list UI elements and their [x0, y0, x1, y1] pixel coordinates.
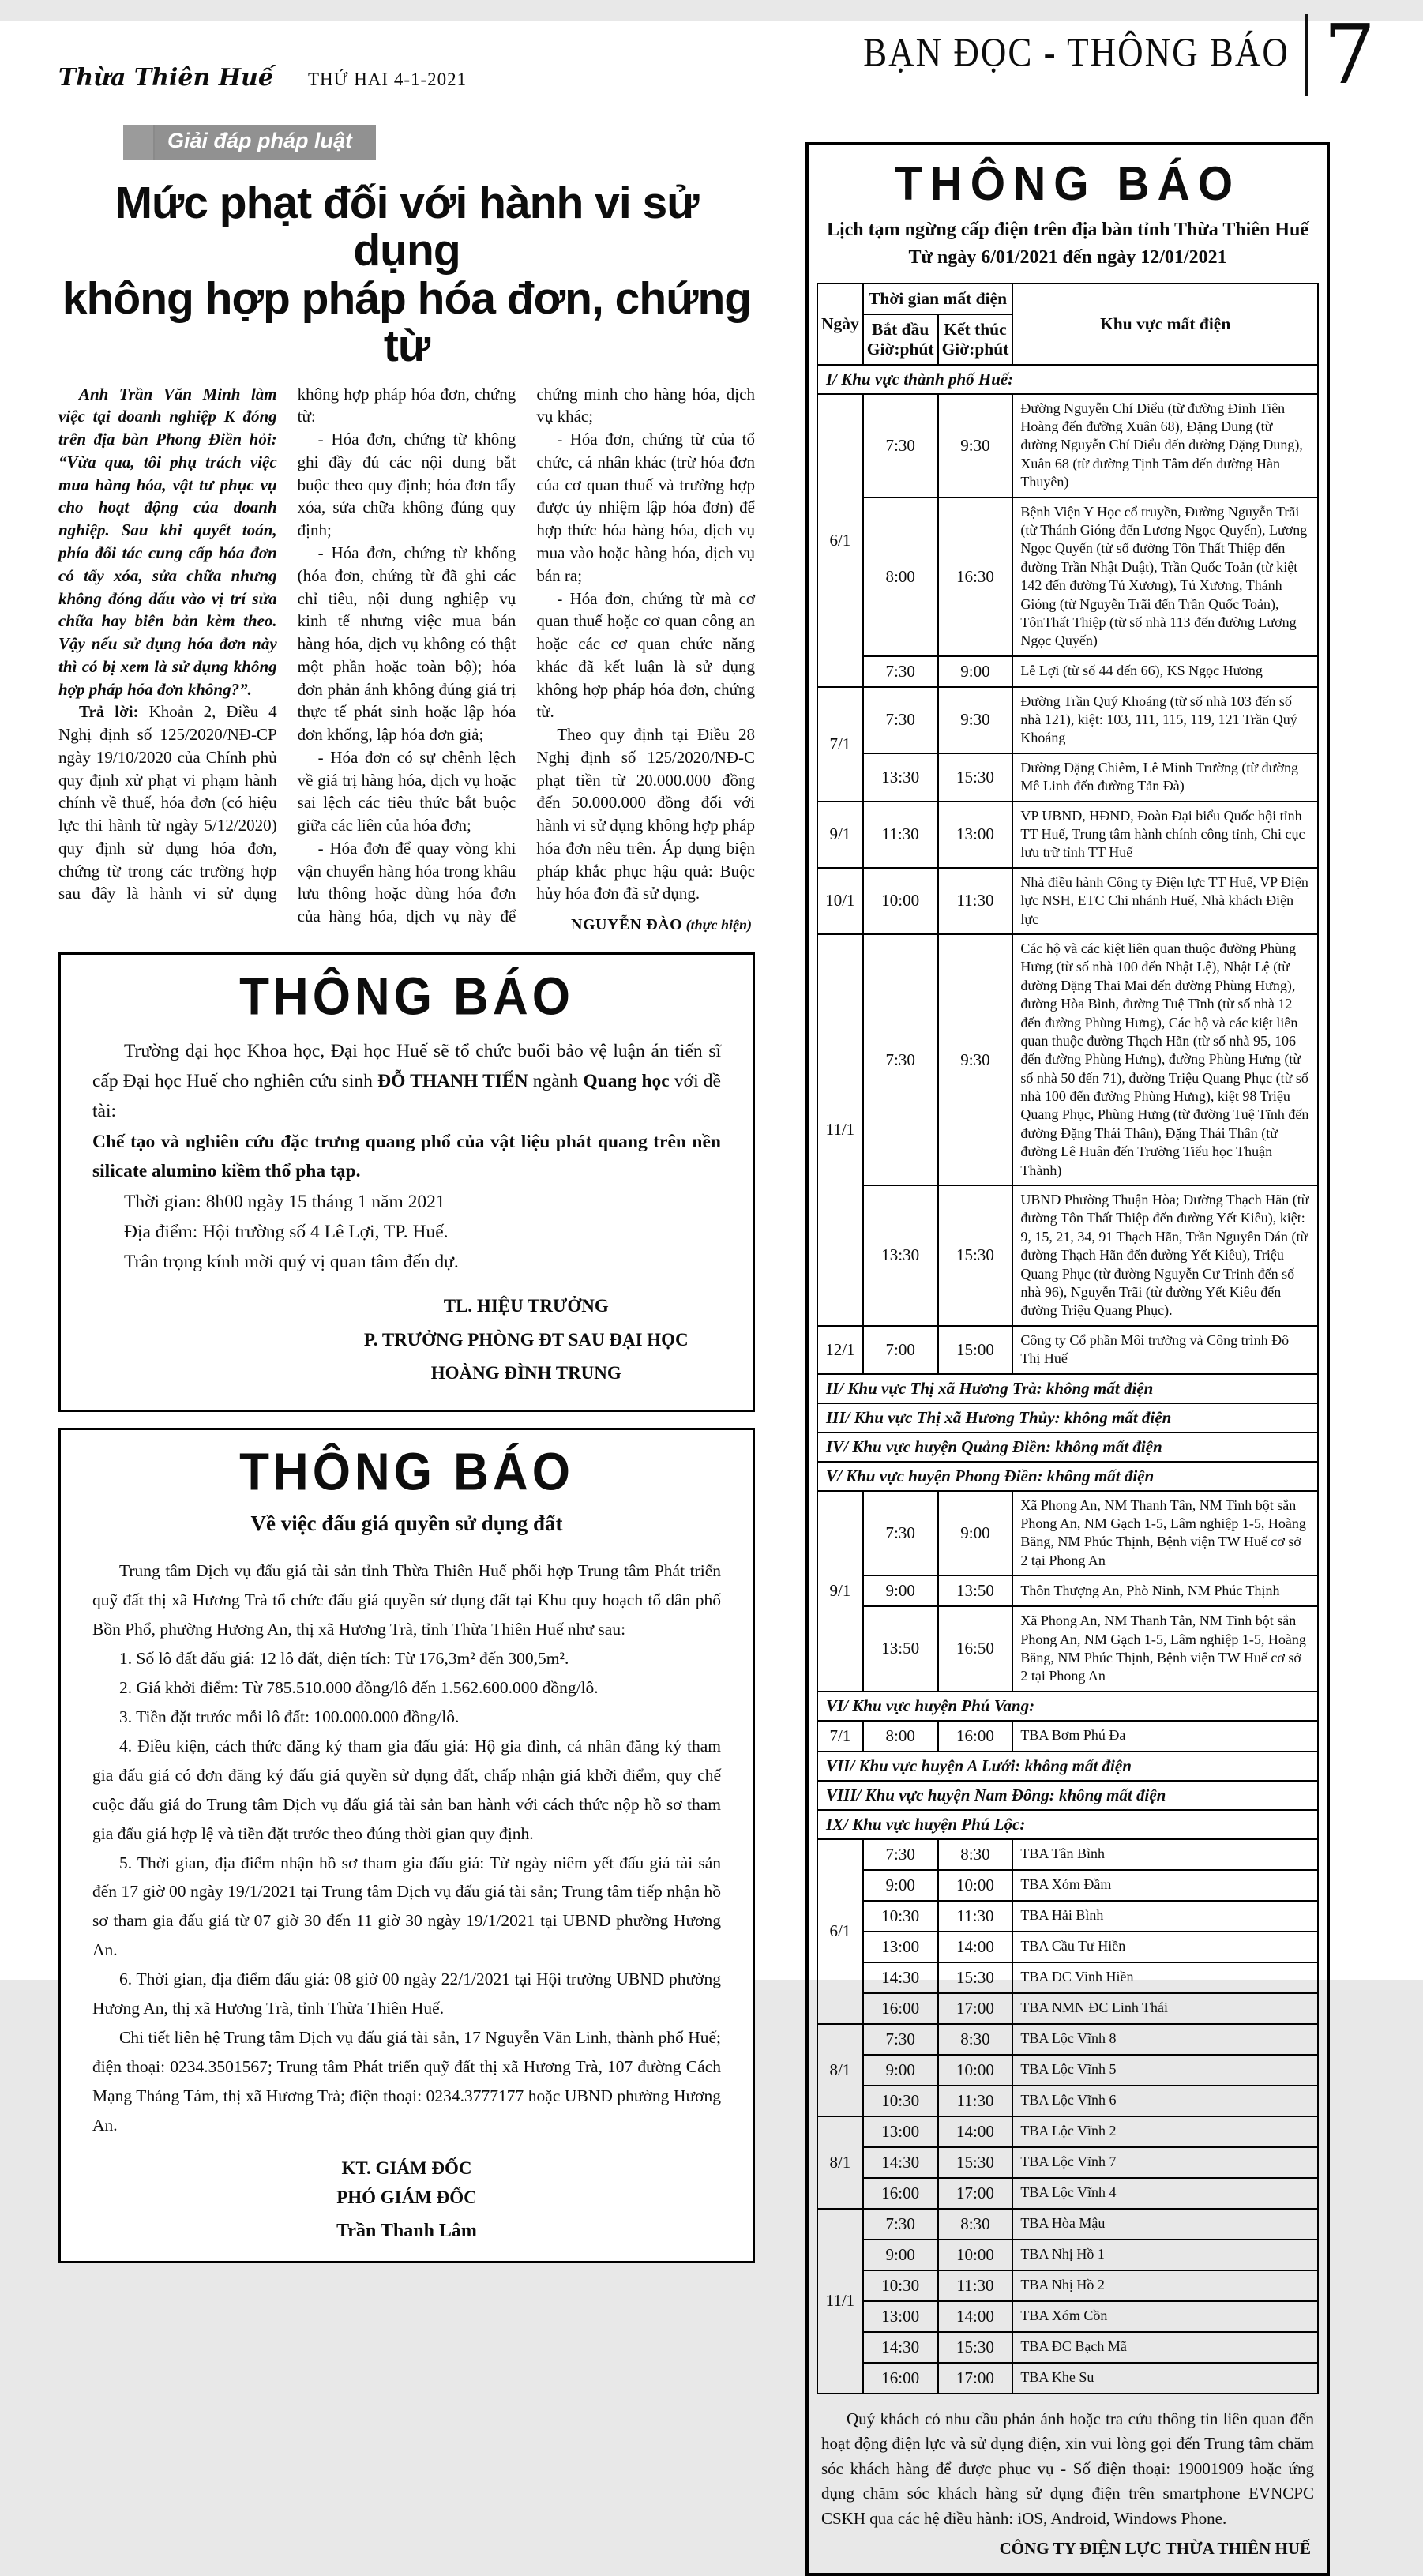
notice1-invite: Trân trọng kính mời quý vị quan tâm đến dự. — [124, 1252, 459, 1273]
outage-area: TBA Xóm Cồn — [1012, 2301, 1318, 2332]
outage-start-time: 8:00 — [863, 498, 938, 656]
outage-section-heading: IX/ Khu vực huyện Phú Lộc: — [817, 1810, 1318, 1839]
article-closing: Theo quy định tại Điều 28 Nghị định số 125/2020/NĐ-C phạt tiền từ 20.000.000 đồng đến 50.000.000 đồng đối với hành vi sử dụng không hợp pháp hóa đơn nêu trên. Áp dụng biện pháp khắc phục hậu quả: Buộc hủy hóa đơn đã sử dụng. — [536, 725, 755, 903]
outage-row — [817, 2116, 1318, 2147]
outage-area: TBA Lộc Vĩnh 8 — [1012, 2024, 1318, 2055]
outage-row — [817, 394, 1318, 498]
outage-area: TBA Lộc Vĩnh 5 — [1012, 2055, 1318, 2086]
outage-end-time: 11:30 — [938, 868, 1013, 934]
notice2-paragraph-2: 1. Số lô đất đấu giá: 12 lô đất, diện tích: Từ 176,3m² đến 300,5m². — [119, 1648, 569, 1668]
article-author-note: (thực hiện) — [682, 917, 752, 933]
outage-start-time: 7:30 — [863, 1491, 938, 1576]
outage-area: Nhà điều hành Công ty Điện lực TT Huế, VP Điện lực NSH, ETC Chi nhánh Huế, Nhà khách Điện lực — [1012, 868, 1318, 934]
masthead-block — [58, 64, 467, 96]
notice1-title: THÔNG BÁO — [239, 967, 574, 1027]
outage-area: TBA Khe Su — [1012, 2363, 1318, 2394]
notice2-paragraph-3: 2. Giá khởi điểm: Từ 785.510.000 đồng/lô đến 1.562.600.000 đồng/lô. — [119, 1677, 599, 1697]
outage-area: UBND Phường Thuận Hòa; Đường Thạch Hãn (từ đường Tôn Thất Thiệp đến đường Yết Kiêu), kiệt: 9, 15, 21, 34, 91 Thạch Hãn, Trần Nguyên Đán (từ đường Thạch Hãn đến đường Yết Kiêu), Triệu Quang Phục (từ đường Nguyễn Cư Trinh đến số nhà 96), Nguyễn Trãi (từ đường Yết Kiêu đến đường Triệu Quang Phục). — [1012, 1185, 1318, 1326]
notice1-time: Thời gian: 8h00 ngày 15 tháng 1 năm 2021 — [124, 1192, 445, 1212]
outage-end-time: 15:00 — [938, 1326, 1013, 1374]
outage-end-time: 15:30 — [938, 1962, 1013, 1993]
outage-row — [817, 2301, 1318, 2332]
outage-start-time: 13:00 — [863, 2116, 938, 2147]
notice1-thesis-title: Chế tạo và nghiên cứu đặc trưng quang phổ của vật liệu phát quang trên nền silicate alumino kiềm thổ pha tạp. — [92, 1131, 721, 1182]
outage-title: THÔNG BÁO — [894, 157, 1241, 211]
outage-row — [817, 2332, 1318, 2363]
outage-end-time: 17:00 — [938, 1993, 1013, 2024]
outage-row — [817, 2055, 1318, 2086]
outage-end-time: 17:00 — [938, 2363, 1013, 2394]
col-header-area: Khu vực mất điện — [1012, 284, 1318, 365]
answer-label: Trả lời: — [79, 702, 139, 722]
outage-row — [817, 1932, 1318, 1962]
outage-start-time: 7:00 — [863, 1326, 938, 1374]
left-column — [58, 96, 755, 2576]
outage-area: TBA Tân Bình — [1012, 1839, 1318, 1870]
outage-day: 6/1 — [817, 394, 863, 687]
outage-table-body — [817, 365, 1318, 2394]
outage-end-time: 11:30 — [938, 1901, 1013, 1932]
outage-start-time: 16:00 — [863, 2178, 938, 2209]
outage-end-time: 9:30 — [938, 687, 1013, 753]
outage-row — [817, 1721, 1318, 1752]
outage-section-row — [817, 1462, 1318, 1491]
outage-row — [817, 2147, 1318, 2178]
outage-row — [817, 2024, 1318, 2055]
outage-area: TBA Nhị Hồ 1 — [1012, 2240, 1318, 2270]
outage-section-row — [817, 1781, 1318, 1810]
col-header-start — [863, 314, 938, 365]
outage-end-time: 15:30 — [938, 753, 1013, 802]
outage-row — [817, 1185, 1318, 1326]
outage-day: 8/1 — [817, 2116, 863, 2209]
notice1-body-mid: ngành — [528, 1070, 584, 1091]
outage-day: 7/1 — [817, 687, 863, 802]
start-label: Bắt đầu — [872, 319, 929, 339]
outage-schedule-table — [817, 283, 1319, 2394]
notice2-title: THÔNG BÁO — [239, 1443, 574, 1502]
newspaper-page — [0, 6, 1423, 2559]
outage-end-time: 8:30 — [938, 1839, 1013, 1870]
notice1-sign-role2: P. TRƯỞNG PHÒNG ĐT SAU ĐẠI HỌC — [363, 1329, 689, 1350]
outage-day: 12/1 — [817, 1326, 863, 1374]
outage-end-time: 15:30 — [938, 1185, 1013, 1326]
outage-section-heading: II/ Khu vực Thị xã Hương Trà: không mất điện — [817, 1374, 1318, 1403]
right-column — [805, 96, 1330, 2576]
outage-table-head — [817, 284, 1318, 365]
notice-land-auction — [58, 1428, 755, 2263]
outage-area: VP UBND, HĐND, Đoàn Đại biểu Quốc hội tỉnh TT Huế, Trung tâm hành chính công tỉnh, Chi cục lưu trữ tỉnh TT Huế — [1012, 802, 1318, 868]
outage-row — [817, 1491, 1318, 1576]
article-bullet-4: - Hóa đơn để quay vòng khi vận chuyển hàng hóa trong khâu lưu thông hoặc dùng hóa đơn của hàng hóa, dịch vụ này để chứng minh cho hàng hóa, dịch vụ khác; — [297, 384, 755, 926]
outage-subtitle2: Từ ngày 6/01/2021 đến ngày 12/01/2021 — [908, 246, 1227, 268]
kicker-badge — [123, 125, 376, 160]
page-number: 7 — [1323, 6, 1376, 103]
outage-area: TBA Hòa Mậu — [1012, 2209, 1318, 2240]
outage-end-time: 9:00 — [938, 656, 1013, 687]
outage-area: Bệnh Viện Y Học cổ truyền, Đường Nguyễn Trãi (từ Thánh Gióng đến Lương Ngọc Quyến), Lương Ngọc Quyến (từ số đường Tôn Thất Thiệp đến đường Trần Nhật Duật), Trần Quốc Toản (từ kiệt 142 đến đường Tú Xương), Tú Xương, Thánh Gióng (từ Nguyễn Trãi đến Trần Quốc Toản), TônThất Thiệp (từ số nhà 113 đến đường Lương Ngọc Quyến) — [1012, 498, 1318, 656]
masthead-logo: Thừa Thiên Huế — [58, 64, 273, 92]
notice2-paragraph-7: 6. Thời gian, địa điểm đấu giá: 08 giờ 00 ngày 22/1/2021 tại Hội trường UBND phường Hương An, thị xã Hương Trà, tỉnh Thừa Thiên Huế. — [92, 1970, 721, 2018]
notice2-subtitle: Về việc đấu giá quyền sử dụng đất — [250, 1511, 563, 1535]
outage-start-time: 7:30 — [863, 2209, 938, 2240]
outage-area: Xã Phong An, NM Thanh Tân, NM Tinh bột sắn Phong An, NM Gạch 1-5, Lâm nghiệp 1-5, Hoàng Băng, NM Phúc Thịnh, Bệnh viện TW Huế cơ sở 2 tại Phong An — [1012, 1491, 1318, 1576]
outage-row — [817, 1870, 1318, 1901]
outage-row — [817, 2086, 1318, 2116]
article-bullet-2: - Hóa đơn, chứng từ khống (hóa đơn, chứng từ đã ghi các chỉ tiêu, nội dung nghiệp vụ kinh tế nhưng việc mua bán hàng hóa, dịch vụ không có thật một phần hoặc toàn bộ); hóa đơn phản ánh không đúng giá trị thực tế phát sinh hoặc lập hóa đơn khống, lập hóa đơn giả; — [297, 543, 516, 745]
outage-day: 8/1 — [817, 2024, 863, 2116]
outage-area: TBA Lộc Vĩnh 2 — [1012, 2116, 1318, 2147]
outage-start-time: 7:30 — [863, 934, 938, 1185]
outage-row — [817, 498, 1318, 656]
notice1-sign-name: HOÀNG ĐÌNH TRUNG — [430, 1363, 621, 1384]
outage-row — [817, 1326, 1318, 1374]
outage-end-time: 8:30 — [938, 2209, 1013, 2240]
outage-section-heading: V/ Khu vực huyện Phong Điền: không mất điện — [817, 1462, 1318, 1491]
outage-section-row — [817, 365, 1318, 394]
outage-end-time: 11:30 — [938, 2270, 1013, 2301]
headline-line2: không hợp pháp hóa đơn, chứng từ — [62, 272, 752, 372]
outage-area: TBA Lộc Vĩnh 4 — [1012, 2178, 1318, 2209]
article-bullet-5: - Hóa đơn, chứng từ của tổ chức, cá nhân khác (trừ hóa đơn của cơ quan thuế và trường hợp được ủy nhiệm lập hóa đơn) để hợp thức hóa hàng hóa, dịch vụ mua vào hoặc hàng hóa, dịch vụ bán ra; — [536, 430, 755, 585]
outage-end-time: 11:30 — [938, 2086, 1013, 2116]
col-header-time: Thời gian mất điện — [863, 284, 1013, 314]
notice2-paragraph-1: Trung tâm Dịch vụ đấu giá tài sản tỉnh Thừa Thiên Huế phối hợp Trung tâm Phát triển quỹ đất thị xã Hương Trà tổ chức đấu giá quyền sử dụng đất tại Khu quy hoạch tổ dân phố Bồn Phổ, phường Hương An, thị xã Hương Trà, tỉnh Thừa Thiên Huế như sau: — [92, 1560, 721, 1639]
outage-section-heading: VII/ Khu vực huyện A Lưới: không mất điện — [817, 1752, 1318, 1781]
section-title: BẠN ĐỌC - THÔNG BÁO — [863, 29, 1290, 75]
outage-area: TBA NMN ĐC Linh Thái — [1012, 1993, 1318, 2024]
article-bullet-1: - Hóa đơn, chứng từ không ghi đầy đủ các nội dung bắt buộc theo quy định; hóa đơn tẩy xóa, sửa chữa không đúng quy định; — [297, 430, 516, 540]
notice2-sign-name: Trần Thanh Lâm — [336, 2220, 477, 2241]
outage-row — [817, 1993, 1318, 2024]
outage-area: TBA Hải Bình — [1012, 1901, 1318, 1932]
outage-area: TBA Xóm Đầm — [1012, 1870, 1318, 1901]
notice-thesis-defense — [58, 952, 755, 1412]
outage-start-time: 9:00 — [863, 1575, 938, 1606]
notice1-signature-block — [331, 1290, 721, 1391]
outage-area: TBA Lộc Vĩnh 7 — [1012, 2147, 1318, 2178]
outage-start-time: 8:00 — [863, 1721, 938, 1752]
article-bullet-6: - Hóa đơn, chứng từ mà cơ quan thuế hoặc cơ quan công an hoặc các cơ quan chức năng khác đã kết luận là sử dụng không hợp pháp hóa đơn, chứng từ. — [536, 588, 755, 722]
notice1-body-post: với đề tài: — [92, 1070, 721, 1121]
outage-end-time: 17:00 — [938, 2178, 1013, 2209]
end-unit: Giờ:phút — [941, 339, 1009, 359]
outage-section-row — [817, 1403, 1318, 1433]
outage-end-time: 10:00 — [938, 1870, 1013, 1901]
outage-area: Các hộ và các kiệt liên quan thuộc đường Phùng Hưng (từ số nhà 100 đến Nhật Lệ), Nhật Lệ (từ đường Đặng Thai Mai đến đường Phùng Hưng), đường Hòa Bình, đường Tuệ Tĩnh (từ số nhà 12 đến đường Phùng Hưng), Các hộ và các kiệt liên quan thuộc đường Thạch Hãn (từ số nhà 95, 106 đến đường Phùng Hưng), đường Phùng Hưng (từ số nhà 50 đến 71), đường Triệu Quang Phục (từ số nhà 100 đến đường Phùng Hưng), kiệt 98 Triệu Quang Phục, Phùng Hưng (từ đường Tuệ Tĩnh đến đường Đặng Thái Thân), Đặng Thái Thân (từ đường Lê Huân đến Trường Tiểu học Thuận Thành) — [1012, 934, 1318, 1185]
col-header-day: Ngày — [817, 284, 863, 365]
outage-end-time: 14:00 — [938, 1932, 1013, 1962]
outage-subtitle1: Lịch tạm ngừng cấp điện trên địa bàn tỉnh Thừa Thiên Huế — [826, 220, 1309, 240]
outage-start-time: 7:30 — [863, 656, 938, 687]
outage-row — [817, 2363, 1318, 2394]
outage-section-heading: I/ Khu vực thành phố Huế: — [817, 365, 1318, 394]
outage-end-time: 14:00 — [938, 2301, 1013, 2332]
outage-end-time: 16:00 — [938, 1721, 1013, 1752]
notice2-paragraph-8: Chi tiết liên hệ Trung tâm Dịch vụ đấu giá tài sản, 17 Nguyễn Văn Linh, thành phố Huế; điện thoại: 0234.3501567; Trung tâm Phát triển quỹ đất thị xã Hương Trà, 107 đường Cách Mạng Tháng Tám, thị xã Hương Trà; điện thoại: 0234.3777177 hoặc UBND phường Hương An. — [92, 2028, 721, 2135]
article-intro: Anh Trần Văn Minh làm việc tại doanh nghiệp K đóng trên địa bàn Phong Điền hỏi: “Vừa qua, tôi phụ trách việc mua hàng hóa, vật tư phục vụ cho hoạt động của doanh nghiệp. Sau khi quyết toán, phía đối tác cung cấp hóa đơn có tẩy xóa, sửa chữa nhưng không đóng dấu vào vị trí sửa chữa hay biên bản kèm theo. Vậy nếu sử dụng hóa đơn này thì có bị xem là sử dụng không hợp pháp hóa đơn không?”. — [58, 384, 277, 699]
outage-area: Công ty Cổ phần Môi trường và Công trình Đô Thị Huế — [1012, 1326, 1318, 1374]
outage-start-time: 7:30 — [863, 687, 938, 753]
kicker-label: Giải đáp pháp luật — [167, 129, 353, 152]
notice-power-outage — [805, 142, 1330, 2576]
outage-row — [817, 1839, 1318, 1870]
notice1-major: Quang học — [583, 1070, 670, 1091]
outage-start-time: 14:30 — [863, 1962, 938, 1993]
outage-start-time: 9:00 — [863, 2055, 938, 2086]
notice2-sign-role1: KT. GIÁM ĐỐC — [341, 2158, 472, 2179]
outage-day: 11/1 — [817, 2209, 863, 2394]
start-unit: Giờ:phút — [866, 339, 934, 359]
article-bullet-3: - Hóa đơn có sự chênh lệch về giá trị hàng hóa, dịch vụ hoặc sai lệch các tiêu thức bắt buộc giữa các liên của hóa đơn; — [297, 747, 516, 836]
outage-row — [817, 1606, 1318, 1692]
outage-end-time: 15:30 — [938, 2332, 1013, 2363]
outage-area: Xã Phong An, NM Thanh Tân, NM Tinh bột sắn Phong An, NM Gạch 1-5, Lâm nghiệp 1-5, Hoàng Băng, NM Phúc Thịnh, Bệnh viện TW Huế cơ sở 2 tại Phong An — [1012, 1606, 1318, 1692]
outage-end-time: 14:00 — [938, 2116, 1013, 2147]
page-content — [0, 96, 1423, 2576]
notice2-paragraph-4: 3. Tiền đặt trước mỗi lô đất: 100.000.000 đồng/lô. — [119, 1707, 460, 1726]
outage-end-time: 16:50 — [938, 1606, 1013, 1692]
outage-start-time: 7:30 — [863, 1839, 938, 1870]
outage-end-time: 10:00 — [938, 2055, 1013, 2086]
notice2-signature-block — [92, 2154, 721, 2242]
kicker-square-icon — [123, 125, 155, 160]
outage-day: 7/1 — [817, 1721, 863, 1752]
notice2-paragraph-6: 5. Thời gian, địa điểm nhận hồ sơ tham gia đấu giá: Từ ngày niêm yết đấu giá tài sản đến 17 giờ 00 ngày 19/1/2021 tại Trung tâm Dịch vụ đấu giá tài sản; Trung tâm tiếp nhận hồ sơ tham gia đấu giá từ 07 giờ 30 đến 11 giờ 30 ngày 19/1/2021 tại UBND phường Hương An. — [92, 1853, 721, 1960]
outage-footer-sign: CÔNG TY ĐIỆN LỰC THỪA THIÊN HUẾ — [999, 2539, 1311, 2559]
issue-date: THỨ HAI 4-1-2021 — [307, 69, 467, 89]
outage-area: TBA Nhị Hồ 2 — [1012, 2270, 1318, 2301]
outage-end-time: 9:30 — [938, 934, 1013, 1185]
outage-row — [817, 868, 1318, 934]
outage-start-time: 10:00 — [863, 868, 938, 934]
outage-end-time: 8:30 — [938, 2024, 1013, 2055]
notice1-candidate-name: ĐỖ THANH TIẾN — [377, 1070, 528, 1091]
outage-start-time: 13:30 — [863, 1185, 938, 1326]
outage-start-time: 14:30 — [863, 2147, 938, 2178]
article-headline — [58, 179, 755, 370]
outage-area: TBA Bơm Phú Đa — [1012, 1721, 1318, 1752]
article-author-line — [536, 913, 755, 936]
notice2-paragraphs — [92, 1556, 721, 2140]
outage-area: Đường Đặng Chiêm, Lê Minh Trường (từ đường Mê Linh đến đường Tản Đà) — [1012, 753, 1318, 802]
outage-day: 11/1 — [817, 934, 863, 1326]
outage-day: 9/1 — [817, 1491, 863, 1692]
article-answer: Trả lời: Khoản 2, Điều 4 Nghị định số 125/2020/NĐ-CP ngày 19/10/2020 của Chính phủ quy định xử phạt vi phạm hành chính về thuế, hóa đơn (có hiệu lực thi hành từ ngày 5/12/2020) quy định sử dụng hóa đơn, chứng từ trong các trường hợp sau đây là hành vi sử dụng không hợp pháp hóa đơn, chứng từ: — [58, 384, 516, 903]
outage-area: TBA Lộc Vĩnh 6 — [1012, 2086, 1318, 2116]
outage-end-time: 16:30 — [938, 498, 1013, 656]
outage-day: 9/1 — [817, 802, 863, 868]
outage-section-row — [817, 1810, 1318, 1839]
outage-start-time: 13:00 — [863, 1932, 938, 1962]
outage-end-time: 9:00 — [938, 1491, 1013, 1576]
outage-section-heading: VI/ Khu vực huyện Phú Vang: — [817, 1692, 1318, 1721]
outage-section-row — [817, 1374, 1318, 1403]
outage-end-time: 13:50 — [938, 1575, 1013, 1606]
outage-row — [817, 1901, 1318, 1932]
outage-area: Đường Trần Quý Khoáng (từ số nhà 103 đến số nhà 121), kiệt: 103, 111, 115, 119, 121 Trần Quý Khoáng — [1012, 687, 1318, 753]
outage-section-row — [817, 1692, 1318, 1721]
outage-start-time: 9:00 — [863, 1870, 938, 1901]
outage-end-time: 9:30 — [938, 394, 1013, 498]
article-body — [58, 383, 755, 937]
outage-area: Thôn Thượng An, Phò Ninh, NM Phúc Thịnh — [1012, 1575, 1318, 1606]
outage-start-time: 11:30 — [863, 802, 938, 868]
outage-end-time: 13:00 — [938, 802, 1013, 868]
outage-start-time: 10:30 — [863, 2086, 938, 2116]
outage-area: TBA Cầu Tư Hiền — [1012, 1932, 1318, 1962]
notice2-paragraph-5: 4. Điều kiện, cách thức đăng ký tham gia đấu giá: Hộ gia đình, cá nhân đăng ký tham gia đấu giá có đơn đăng ký đấu giá quyền sử dụng đất, chấp nhận giá khởi điểm, quy chế cuộc đấu giá do Trung tâm Dịch vụ đấu giá tài sản ban hành với cách thức nộp hồ sơ tham gia đấu giá hợp lệ và tiền đặt trước theo đúng thời gian quy định. — [92, 1736, 721, 1843]
outage-footer-note: Quý khách có nhu cầu phản ánh hoặc tra cứu thông tin liên quan đến hoạt động điện lực và sử dụng điện, xin vui lòng gọi đến Trung tâm chăm sóc khách hàng để được phục vụ - Số điện thoại: 19001909 hoặc ứng dụng chăm sóc khách hàng sử dụng điện trên smartphone EVNCPC CSKH qua các hệ điều hành: iOS, Android, Windows Phone. — [821, 2409, 1314, 2528]
outage-start-time: 16:00 — [863, 1993, 938, 2024]
outage-row — [817, 1962, 1318, 1993]
outage-row — [817, 2270, 1318, 2301]
outage-section-heading: VIII/ Khu vực huyện Nam Đông: không mất điện — [817, 1781, 1318, 1810]
col-header-end — [938, 314, 1013, 365]
outage-section-heading: IV/ Khu vực huyện Quảng Điền: không mất điện — [817, 1433, 1318, 1462]
outage-section-heading: III/ Khu vực Thị xã Hương Thủy: không mất điện — [817, 1403, 1318, 1433]
outage-start-time: 10:30 — [863, 1901, 938, 1932]
outage-section-row — [817, 1433, 1318, 1462]
outage-row — [817, 934, 1318, 1185]
outage-row — [817, 2240, 1318, 2270]
headline-line1: Mức phạt đối với hành vi sử dụng — [115, 178, 699, 276]
notice1-place: Địa điểm: Hội trường số 4 Lê Lợi, TP. Huế. — [124, 1222, 449, 1243]
outage-start-time: 9:00 — [863, 2240, 938, 2270]
end-label: Kết thúc — [944, 319, 1007, 339]
outage-section-row — [817, 1752, 1318, 1781]
outage-area: Lê Lợi (từ số 44 đến 66), KS Ngọc Hương — [1012, 656, 1318, 687]
outage-start-time: 13:00 — [863, 2301, 938, 2332]
outage-day: 6/1 — [817, 1839, 863, 2024]
outage-start-time: 13:50 — [863, 1606, 938, 1692]
outage-start-time: 13:30 — [863, 753, 938, 802]
outage-row — [817, 2209, 1318, 2240]
outage-start-time: 7:30 — [863, 2024, 938, 2055]
outage-area: TBA ĐC Bạch Mã — [1012, 2332, 1318, 2363]
outage-row — [817, 802, 1318, 868]
outage-row — [817, 1575, 1318, 1606]
section-block — [863, 6, 1376, 103]
outage-row — [817, 2178, 1318, 2209]
outage-start-time: 10:30 — [863, 2270, 938, 2301]
header-divider — [1305, 14, 1308, 96]
outage-row — [817, 753, 1318, 802]
outage-row — [817, 656, 1318, 687]
notice1-body — [92, 1036, 721, 1126]
outage-end-time: 10:00 — [938, 2240, 1013, 2270]
outage-start-time: 14:30 — [863, 2332, 938, 2363]
outage-area: Đường Nguyễn Chí Diểu (từ đường Đinh Tiên Hoàng đến đường Xuân 68), Đặng Dung (từ đường Nguyễn Chí Diểu đến đường Đặng Dung), Xuân 68 (từ đường Tịnh Tâm đến đường Hàn Thuyên) — [1012, 394, 1318, 498]
article-author: NGUYỄN ĐÀO — [571, 916, 683, 934]
outage-end-time: 15:30 — [938, 2147, 1013, 2178]
outage-area: TBA ĐC Vinh Hiền — [1012, 1962, 1318, 1993]
notice2-sign-role2: PHÓ GIÁM ĐỐC — [336, 2187, 477, 2207]
notice1-sign-role1: TL. HIỆU TRƯỞNG — [443, 1296, 609, 1316]
outage-row — [817, 687, 1318, 753]
page-header — [58, 6, 1376, 103]
outage-start-time: 7:30 — [863, 394, 938, 498]
notice1-body-pre: Trường đại học Khoa học, Đại học Huế sẽ tổ chức buổi bảo vệ luận án tiến sĩ cấp Đại học Huế cho nghiên cứu sinh — [92, 1040, 721, 1091]
outage-start-time: 16:00 — [863, 2363, 938, 2394]
outage-day: 10/1 — [817, 868, 863, 934]
